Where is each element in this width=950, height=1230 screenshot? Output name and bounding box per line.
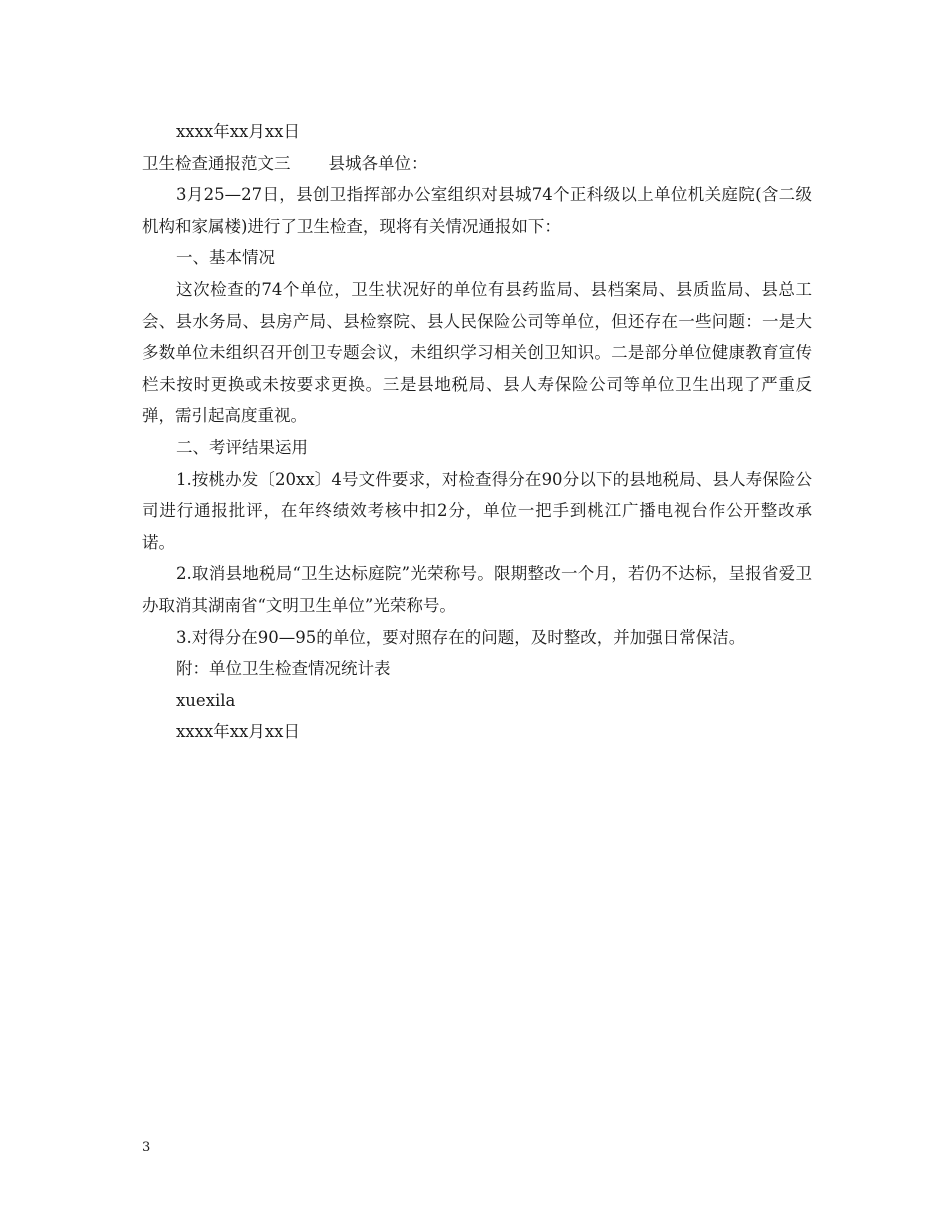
item-2: 2.取消县地税局“卫生达标庭院”光荣称号。限期整改一个月，若仍不达标，呈报省爱卫办取消其湖南省“文明卫生单位”光荣称号。 (142, 564, 812, 615)
section-2-title: 二、考评结果运用 (176, 437, 308, 457)
attachment-note: 附：单位卫生检查情况统计表 (176, 659, 391, 679)
document-body (142, 116, 812, 748)
intro-paragraph: 3月25—27日，县创卫指挥部办公室组织对县城74个正科级以上单位机关庭院(含二级机构和家属楼)进行了卫生检查，现将有关情况通报如下： (142, 185, 812, 236)
document-title: 卫生检查通报范文三 (142, 153, 291, 173)
section-1-title: 一、基本情况 (176, 248, 275, 268)
page-number: 3 (142, 1140, 151, 1155)
date-bottom: xxxx年xx月xx日 (176, 722, 300, 742)
item-3: 3.对得分在90—95的单位，要对照存在的问题，及时整改，并加强日常保洁。 (176, 627, 746, 647)
signature: xuexila (176, 690, 236, 710)
item-1: 1.按桃办发〔20xx〕4号文件要求，对检查得分在90分以下的县地税局、县人寿保险公司进行通报批评，在年终绩效考核中扣2分，单位一把手到桃江广播电视台作公开整改承诺。 (142, 469, 812, 552)
heading-line (142, 148, 812, 180)
addressee: 县城各单位： (328, 153, 428, 173)
date-top: xxxx年xx月xx日 (176, 122, 300, 141)
section-1-body: 这次检查的74个单位，卫生状况好的单位有县药监局、县档案局、县质监局、县总工会、县水务局、县房产局、县检察院、县人民保险公司等单位，但还存在一些问题：一是大多数单位未组织召开创卫专题会议，未组织学习相关创卫知识。二是部分单位健康教育宣传栏未按时更换或未按要求更换。三是县地税局、县人寿保险公司等单位卫生出现了严重反弹，需引起高度重视。 (142, 279, 812, 426)
